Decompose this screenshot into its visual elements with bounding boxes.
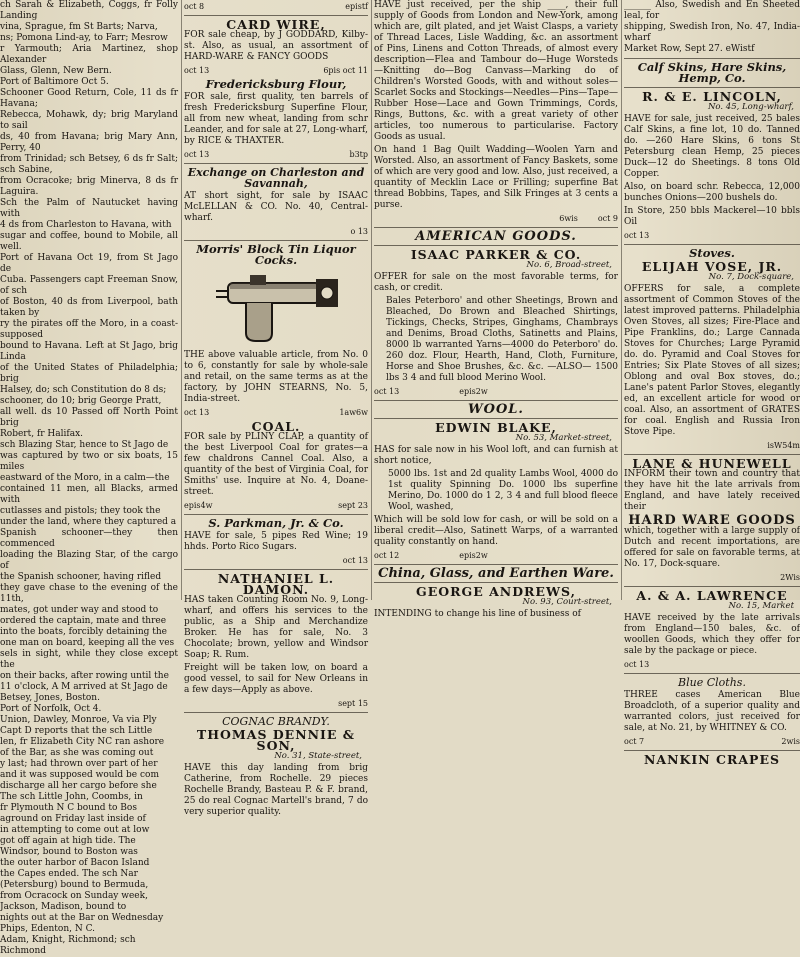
ad-tag: isW54m [767, 441, 800, 450]
ad-card-wire [184, 19, 368, 76]
ad-hunewell [624, 458, 800, 583]
ad-flour [184, 79, 368, 160]
section-title: NANKIN CRAPES [643, 752, 781, 767]
column-two [184, 0, 368, 817]
ad-fancy-goods [374, 0, 618, 224]
ad-date: oct 13 [624, 231, 650, 240]
text-line: Halsey, do; sch Constitution do 8 ds; [0, 385, 167, 395]
ad-body-extra: Freight will be taken low, on board a good vessel, to sail for New Orleans in a few days—Apply as above. [184, 663, 368, 695]
ad-title: ISAAC PARKER & CO. [410, 247, 582, 262]
text-line: Market Row, Sept 27. eWistf [624, 44, 755, 54]
text-line: ______ Also, Swedish and En Sheeted leal, for [624, 0, 800, 21]
ad-lawrence [624, 590, 800, 670]
text-line: Port of Baltimore Oct 5. [0, 77, 109, 87]
liquor-cock-illustration [206, 269, 346, 347]
text-line: aground on Friday last inside of [0, 814, 146, 824]
ad-parkman [184, 518, 368, 566]
text-line: under the land, where they captured a [0, 517, 177, 527]
column-rule [181, 0, 182, 600]
text-line: on their backs, after rowing until the [0, 671, 169, 681]
text-line: of Boston, 40 ds from Liverpool, bath taken by [0, 297, 178, 318]
ad-dennie [184, 729, 368, 818]
section-title: Blue Cloths. [678, 676, 746, 689]
ad-title: THOMAS DENNIE & SON, [196, 727, 356, 753]
text-line: Jackson, Madison, bound to [0, 902, 127, 912]
ad-list: Bales Peterboro' and other Sheetings, Brown and Bleached, Do Brown and Bleached Shirtings, Tickings, Checks, Stripes, Ginghams, Chambrays and Denims, Broad Cloths, Satinetts and Plains, 8000 lb warranted Yarns—4000 do Peterboro' do. 260 doz. Flour, Hearth, Hand, Cloth, Furniture, Horse and Shoe Brushes, &c. &c. —ALSO— 1500 lbs 3 4 and full blood Merino Wool. [386, 296, 618, 383]
text-line: from Ocracoke; brig Minerva, 8 ds fr Laguira. [0, 176, 178, 197]
text-line: sels in sight, while they close except the [0, 649, 178, 670]
text-line: Capt D reports that the sch Little [0, 726, 153, 736]
text-line: ns; Pomona Lind-ay, to Farr; Mesrow [0, 33, 168, 43]
text-line: contained 11 men, all Blacks, armed with [0, 484, 178, 505]
ad-exchange [184, 167, 368, 237]
ad-date: oct 13 [374, 387, 400, 396]
text-line: Robert, fr Halifax. [0, 429, 84, 439]
text-line: Sch the Palm of Nautucket having with [0, 198, 178, 219]
ad-body: INFORM their town and country that they have hit the late arrivals from England, and have lately received their [624, 469, 800, 512]
text-line: r Yarmouth; Aria Martinez, shop Alexander [0, 44, 178, 65]
ad-headline: HARD WARE GOODS [628, 513, 796, 528]
text-line: Port of Norfolk, Oct 4. [0, 704, 102, 714]
section-title: AMERICAN GOODS. [415, 229, 577, 244]
ad-tag: 6pis oct 11 [323, 66, 368, 75]
ad-body: HAVE for sale, 5 pipes Red Wine; 19 hhds. Porto Rico Sugars. [184, 531, 368, 552]
text-line: cutlasses and pistols; they took the [0, 506, 161, 516]
ad-body: HAVE for sale, just received, 25 bales Calf Skins, a fine lot, 10 do. Tanned do. —260 Hare Skins, 6 tons St Petersburg clean Hemp, 25 pieces Duck—12 do Sheetings. 8 tons Old Copper. [624, 114, 800, 179]
text-line: all well. ds 10 Passed off North Point brig [0, 407, 178, 428]
column-four [624, 0, 800, 767]
text-line: Betsey, Jones, Boston. [0, 693, 100, 703]
text-line: the Capes ended. The sch Nar [0, 869, 138, 879]
ad-date: o 13 [350, 227, 368, 236]
text-line: Rebecca, Mohawk, dy; brig Maryland to sail [0, 110, 178, 131]
ad-date: oct 13 [342, 556, 368, 565]
text-line: sch Blazing Star, hence to St Jago de [0, 440, 169, 450]
ad-body: OFFERS for sale, a complete assortment of Common Stoves of the latest improved patterns. Philadelphia Oven Stoves, all sizes; Fire-Place and Pipe Franklins, do.; Large Cannada Stoves for Churches; Large Pyramid do. do. Pyramid and Coal Stoves for Entries; Six Plate Stoves of all sizes; Oblong and oval Box stoves, do.; Lane's patent Parlor Stoves, elegantly ed, an excellent article for wood or coal. Also, an assortment of GRATES for coal. English and Russia Iron Stove Pipe. [624, 284, 800, 437]
text-line: ch Sarah & Elizabeth, Coggs, fr Folly Landing [0, 0, 178, 21]
ad-blake [374, 422, 618, 561]
text-line: Windsor, bound to Boston was [0, 847, 138, 857]
top-fragment [624, 0, 800, 55]
text-line: discharge all her cargo before she [0, 781, 157, 791]
ad-tag: 1aw6w [339, 408, 368, 417]
text-line: 4 ds from Charleston to Havana, with [0, 220, 172, 230]
ad-date: oct 13 [624, 660, 650, 669]
section-title: COGNAC BRANDY. [222, 715, 330, 728]
section-title: Morris' Block Tin Liquor Cocks. [196, 242, 356, 267]
ad-title: NATHANIEL L. DAMON. [217, 571, 335, 597]
text-line: of the United States of Philadelphia; brig [0, 363, 178, 384]
ad-title: GEORGE ANDREWS, [416, 584, 576, 599]
text-line: 11 o'clock, A M arrived at St Jago de [0, 682, 168, 692]
column-three [374, 0, 618, 619]
ad-parker [374, 249, 618, 397]
text-line: they gave chase to the evening of the 11th, [0, 583, 178, 604]
text-line: eastward of the Moro, in a calm—the [0, 473, 170, 483]
ad-body-extra: In Store, 250 bbls Mackerel—10 bbls Oil [624, 206, 800, 227]
ad-title: COAL. [251, 419, 301, 434]
ad-body: FOR sale cheap, by J GODDARD, Kilby-st. Also, as usual, an assortment of HARD-WARE & FANCY GOODS [184, 30, 368, 62]
text-line: Union, Dawley, Monroe, Va via Ply [0, 715, 157, 725]
text-line: the outer harbor of Bacon Island [0, 858, 150, 868]
text-line: the Spanish schooner, having rifled [0, 572, 162, 582]
text-line: len, fr Elizabeth City NC ran ashore [0, 737, 165, 747]
ad-title: S. Parkman, Jr. & Co. [208, 516, 344, 530]
ad-date: oct 9 [597, 214, 618, 223]
ad-date: oct 8 [184, 2, 205, 11]
ad-body-extra: Which will be sold low for cash, or will be sold on a liberal credit—Also, Satinett Warps, of a warranted quality constantly on hand. [374, 515, 618, 547]
ad-title: CARD WIRE, [226, 17, 326, 32]
ad-body: HAVE this day landing from brig Catherine, from Rochelle. 29 pieces Rochelle Brandy, Basteau P. & F. brand, 25 do real Cognac Martell's brand, 7 do very superior quality. [184, 763, 368, 817]
text-line: sugar and coffee, bound to Mobile, all well. [0, 231, 178, 252]
ad-body: THREE cases American Blue Broadcloth, of a superior quality and warranted colors, just received for sale, at No. 21, by WHITNEY & CO. [624, 690, 800, 733]
ad-date: oct 7 [624, 737, 645, 746]
ad-body: HAS taken Counting Room No. 9, Long-wharf, and offers his services to the public, as a Ship and Merchandize Broker. He has for sale, No. 3 Chocolate; brown, yellow and Windsor Soap; R. Rum. [184, 595, 368, 660]
ad-body-extra: On hand 1 Bag Quilt Wadding—Woolen Yarn and Worsted. Also, an assortment of Fancy Baskets, some of which are very good and low. Also, just received, a quantity of Mecklin Lace or Frilling; superfine Bat thread Bobbins, Tapes, and Silk Fringes at 3 cents a purse. [374, 145, 618, 210]
ad-body: HAS for sale now in his Wool loft, and can furnish at short notice, [374, 445, 618, 466]
ad-cloths [624, 690, 800, 747]
ad-title: R. & E. LINCOLN, [642, 89, 782, 104]
text-line: in attempting to come out at low [0, 825, 150, 835]
ad-damon [184, 573, 368, 709]
ad-tag: b3tp [349, 150, 368, 159]
text-line: Cuba. Passengers capt Freeman Snow, of sch [0, 275, 178, 296]
ad-tag: epis4w [184, 501, 213, 510]
ad-date: oct 13 [184, 408, 210, 417]
ad-body-extra: which, together with a large supply of Dutch and recent importations, are offered for sale on favorable terms, at No. 17, Dock-square. [624, 526, 800, 569]
ad-address: No. 93, Court-street, [522, 597, 612, 607]
text-line: Spanish schooner—they then commenced [0, 528, 178, 549]
text-line: into the boats, forcibly detaining the [0, 627, 168, 637]
text-line: fr Plymouth N C bound to Bos [0, 803, 137, 813]
shipping-news-text [0, 0, 178, 957]
ad-tag: 2Wis [780, 573, 800, 582]
ad-tag: 6wis [559, 214, 578, 223]
ad-title: A. & A. LAWRENCE [636, 588, 788, 603]
text-line: The sch Little John, Coombs, in [0, 792, 143, 802]
ad-body: AT short sight, for sale by ISAAC McLELLAN & CO. No. 40, Central-wharf. [184, 191, 368, 223]
column-shipping-news [0, 0, 178, 956]
section-title: Calf Skins, Hare Skins, Hemp, Co. [637, 60, 787, 85]
ad-body-extra: Also, on board schr. Rebecca, 12,000 bunches Onions—200 bushels do. [624, 182, 800, 203]
ad-tag: epis2w [459, 551, 488, 560]
ad-list: 5000 lbs. 1st and 2d quality Lambs Wool, 4000 do 1st quality Spinning Do. 1000 lbs superfine Merino, Do. 1000 do 1 2, 3 4 and full blood fleece Wool, washed, [388, 469, 618, 512]
text-line: Phips, Edenton, N C. [0, 924, 96, 934]
text-line: from Trinidad; sch Betsey, 6 ds fr Salt; sch Sabine, [0, 154, 178, 175]
text-line: mates, got under way and stood to [0, 605, 159, 615]
text-line: nights out at the Bar on Wednesday [0, 913, 164, 923]
text-line: ordered the captain, mate and three [0, 616, 167, 626]
ad-body: HAVE received by the late arrivals from England—150 bales, &c. of woollen Goods, which they offer for sale by the package or piece. [624, 613, 800, 656]
section-title: China, Glass, and Earthen Ware. [378, 566, 614, 581]
text-line: of the Bar, as she was coming out [0, 748, 154, 758]
text-line: shipping, Swedish Iron, No. 47, India-wharf [624, 22, 800, 43]
ad-andrews [374, 586, 618, 620]
ad-date: sept 15 [338, 699, 368, 708]
section-title: Stoves. [689, 246, 735, 260]
text-line: schooner, do 10; brig George Pratt, [0, 396, 162, 406]
text-line: Glass, Glenn, New Bern. [0, 66, 112, 76]
ad-address: No. 15, Market [728, 601, 794, 611]
text-line: Richmond [0, 946, 47, 956]
ad-body: FOR sale, first quality, ten barrels of fresh Fredericksburg Superfine Flour, all from new wheat, landing from schr Leander, and for sale at 27, Long-wharf, by RICE & THAXTER. [184, 92, 368, 146]
text-line: Schooner Good Return, Cole, 11 ds fr Havana; [0, 88, 178, 109]
text-line: y last; had thrown over part of her [0, 759, 158, 769]
text-line: and it was supposed would be com [0, 770, 159, 780]
text-line: ry the pirates off the Moro, in a coast-supposed [0, 319, 178, 340]
ad-address: No. 45, Long-wharf, [707, 102, 794, 112]
column-rule [371, 0, 372, 600]
text-line: was captured by two or six boats, 15 miles [0, 451, 178, 472]
ad-date: oct 13 [184, 66, 210, 75]
text-line: from Ocracock on Sunday week, [0, 891, 148, 901]
ad-tag: epistf [345, 2, 368, 11]
ad-vose [624, 261, 800, 451]
ad-body: HAVE just received, per the ship ____, their full supply of Goods from London and New-York, among which are, gilt plated, and jet Waist Clasps, a variety of Thread Laces, Lisle Wadding, &c. an assortment of Pins, Linens and Cotton Threads, of almost every description—Flea and Tambour do—Huge Worsteds—Knitting do—Bog Canvass—Marking do of Children's Worsted Goods, with and without soles—Scarlet Socks and Stockings—Needles—Pins—Tape—Rubber Hose—Lace and Gown Trimmings, Cords, Rings, Buttons, &c. with a great variety of other articles, too numerous to particularise. Factory Goods as usual. [374, 0, 618, 142]
ad-liquor-cocks [184, 350, 368, 418]
ad-coal [184, 421, 368, 511]
ad-body: FOR sale by PLINY CLAP, a quantity of the best Liverpool Coal for grates—a few chaldrons Cannel Coal. Also, a quantity of the best of Virginia Coal, for Smiths' use. Inquire at No. 4, Doane-street. [184, 432, 368, 497]
text-line: vina, Sprague, fm St Barts; Narva, [0, 22, 158, 32]
ad-title: ELIJAH VOSE, JR. [641, 259, 783, 274]
text-line: ds, 40 from Havana; brig Mary Ann, Perry, 40 [0, 132, 178, 153]
text-line: got off again at high tide. The [0, 836, 136, 846]
ad-title: LANE & HUNEWELL [632, 456, 792, 471]
ad-title: Fredericksburg Flour, [205, 77, 347, 91]
text-line: Adam, Knight, Richmond; sch [0, 935, 136, 945]
ad-tag: 2wis [781, 737, 800, 746]
ad-address: No. 7, Dock-square, [708, 272, 794, 282]
text-line: loading the Blazing Star, of the cargo of [0, 550, 178, 571]
ad-body: THE above valuable article, from No. 0 to 6, constantly for sale by whole-sale and retail, on the same terms as at the factory, by JOHN STEARNS, No. 5, India-street. [184, 350, 368, 404]
ad-address: No. 53, Market-street, [515, 433, 612, 443]
text-line: (Petersburg) bound to Bermuda, [0, 880, 149, 890]
ad-body: OFFER for sale on the most favorable terms, for cash, or credit. [374, 272, 618, 293]
ad-lincoln [624, 91, 800, 241]
ad-title: EDWIN BLAKE, [435, 420, 557, 435]
ad-body: INTENDING to change his line of business of [374, 609, 581, 619]
text-line: bound to Havana. Left at St Jago, brig Linda [0, 341, 178, 362]
section-title: WOOL. [468, 402, 524, 417]
ad-date: oct 12 [374, 551, 400, 560]
ad-date: sept 23 [338, 501, 368, 510]
text-line: one man on board, keeping all the ves [0, 638, 175, 648]
ad-address: No. 6, Broad-street, [526, 260, 612, 270]
column-rule [621, 0, 622, 600]
ad-address: No. 31, State-street, [274, 751, 362, 761]
text-line: Port of Havana Oct 19, from St Jago de [0, 253, 178, 274]
ad-date: oct 13 [184, 150, 210, 159]
ad-tag: epis2w [459, 387, 488, 396]
ad-title: Exchange on Charleston and Savannah, [187, 166, 365, 190]
